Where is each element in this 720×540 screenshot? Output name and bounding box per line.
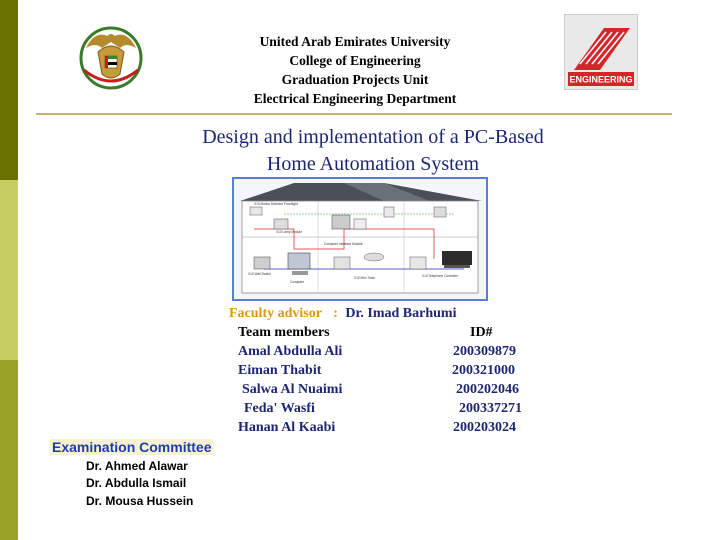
engineering-logo-icon — [564, 14, 638, 90]
diagram-label-wall-switch: X10 Wall Switch — [248, 272, 271, 276]
university-name: United Arab Emirates University — [259, 34, 451, 49]
examination-committee-title: Examination Committee — [52, 439, 212, 455]
accent-bar-segment-light — [0, 180, 18, 360]
team-member-row — [242, 382, 519, 398]
title-line-1: Design and implementation of a PC-Based — [202, 126, 544, 148]
header-divider — [36, 113, 672, 115]
home-automation-diagram-icon — [232, 177, 488, 301]
project-title — [150, 124, 596, 178]
team-member-name: Eiman Thabit — [238, 363, 322, 378]
team-member-id: 200309879 — [453, 344, 516, 359]
diagram-label-timer: X10 Mini Timer — [354, 276, 376, 280]
department-name: Electrical Engineering Department — [253, 91, 457, 106]
team-member-row — [244, 401, 522, 417]
committee-member: Dr. Mousa Hussein — [86, 494, 194, 508]
team-member-row — [238, 344, 516, 360]
team-member-id: 200337271 — [459, 401, 522, 416]
team-member-name: Feda' Wasfi — [244, 401, 315, 416]
title-line-2: Home Automation System — [266, 153, 480, 175]
team-member-id: 200321000 — [452, 363, 515, 378]
faculty-advisor-label: Faculty advisor — [229, 306, 322, 321]
diagram-label-lamp: X10 Lamp Module — [276, 230, 302, 234]
left-accent-bar — [0, 0, 18, 540]
team-member-id: 200203024 — [453, 420, 516, 435]
team-member-row — [238, 363, 515, 379]
diagram-label-interface: Computer Interface Module — [324, 242, 363, 246]
college-name: College of Engineering — [289, 53, 421, 68]
team-members-heading: Team members — [238, 325, 330, 340]
uaeu-eagle-emblem-icon — [76, 18, 146, 94]
accent-bar-segment-mid — [0, 360, 18, 540]
diagram-label-telephone: X10 Telephone Controller — [422, 274, 458, 278]
diagram-label-computer: Computer — [290, 280, 304, 284]
committee-member: Dr. Ahmed Alawar — [86, 459, 188, 473]
diagram-label-motion: X10 Motion Detector Floodlight — [254, 202, 298, 206]
team-member-name: Amal Abdulla Ali — [238, 344, 343, 359]
faculty-advisor-row — [229, 306, 457, 322]
unit-name: Graduation Projects Unit — [281, 72, 429, 87]
id-heading: ID# — [470, 325, 493, 340]
faculty-advisor-name: Dr. Imad Barhumi — [345, 306, 457, 321]
faculty-advisor-colon: : — [333, 306, 338, 321]
team-member-row — [238, 420, 516, 436]
team-member-id: 200202046 — [456, 382, 519, 397]
team-member-name: Salwa Al Nuaimi — [242, 382, 343, 397]
engineering-logo-text: ENGINEERING — [569, 74, 633, 85]
team-member-name: Hanan Al Kaabi — [238, 420, 336, 435]
university-header — [200, 32, 510, 108]
committee-member: Dr. Abdulla Ismail — [86, 476, 187, 490]
accent-bar-segment-dark — [0, 0, 18, 180]
team-header-row — [238, 325, 493, 341]
